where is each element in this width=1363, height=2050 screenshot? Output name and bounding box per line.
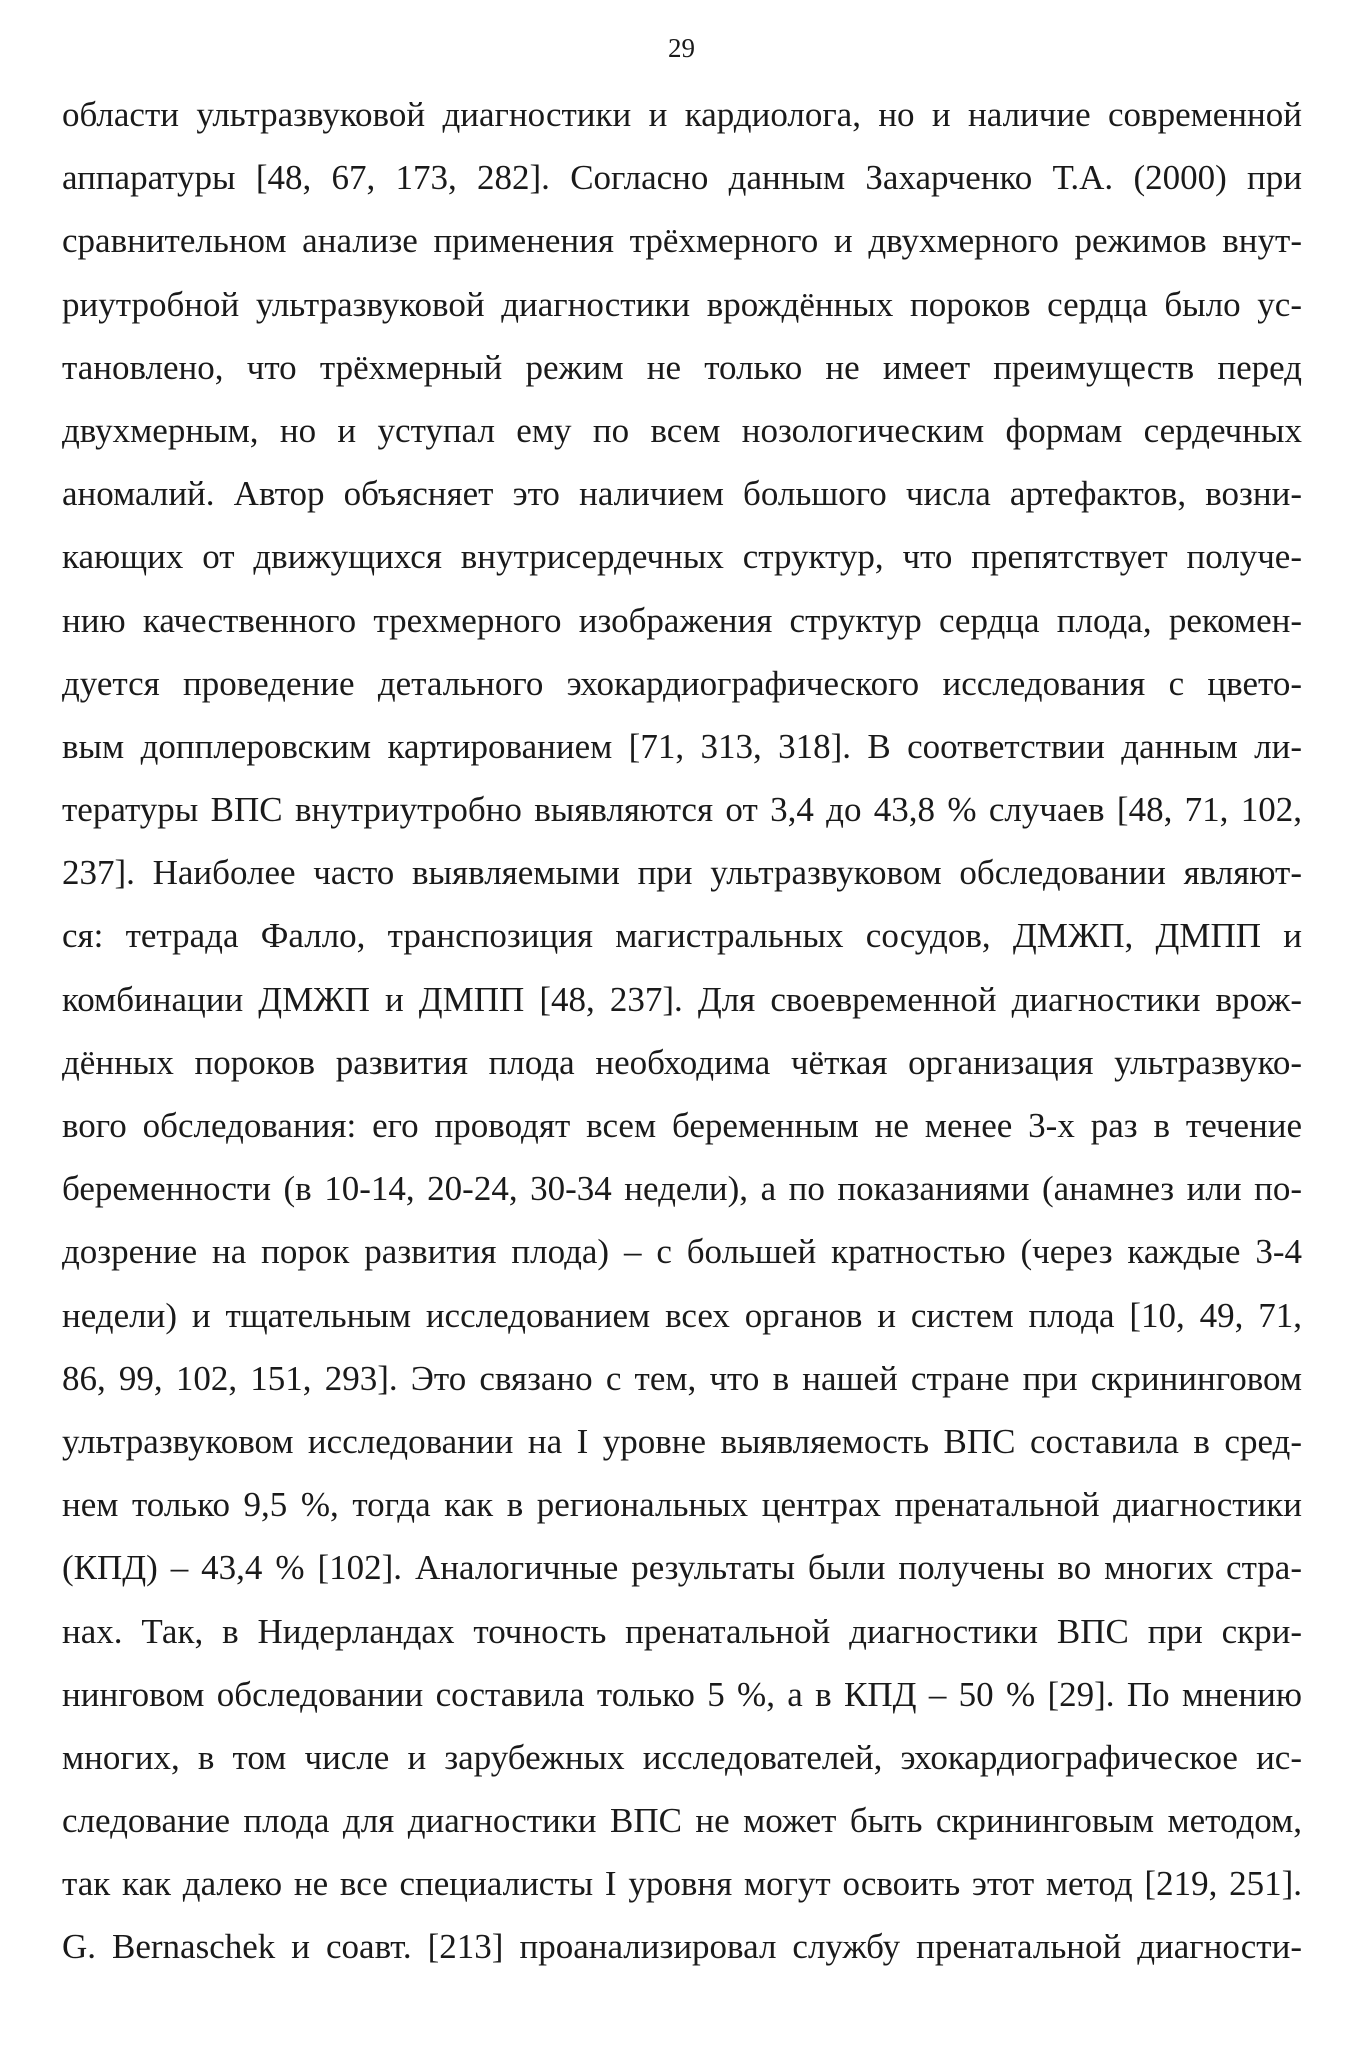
text-line: нию качественного трехмерного изображения структур сердца плода, рекомен-: [62, 600, 1302, 640]
body-text: [62, 83, 1302, 1979]
text-line: риутробной ультразвуковой диагностики врождённых пороков сердца было ус-: [62, 284, 1302, 324]
text-line: нем только 9,5 %, тогда как в региональных центрах пренатальной диагностики: [62, 1485, 1302, 1525]
text-line: G. Bernaschek и соавт. [213] проанализировал службу пренатальной диагности-: [62, 1927, 1302, 1967]
text-line: так как далеко не все специалисты I уровня могут освоить этот метод [219, 251].: [62, 1864, 1302, 1904]
text-line: аномалий. Автор объясняет это наличием большого числа артефактов, возни-: [62, 474, 1302, 514]
text-line: дозрение на порок развития плода) – с большей кратностью (через каждые 3-4: [62, 1232, 1302, 1272]
text-line: аппаратуры [48, 67, 173, 282]. Согласно данным Захарченко Т.А. (2000) при: [62, 158, 1302, 198]
text-line: нинговом обследовании составила только 5 %, а в КПД – 50 % [29]. По мнению: [62, 1674, 1302, 1714]
text-line: комбинации ДМЖП и ДМПП [48, 237]. Для своевременной диагностики врож-: [62, 979, 1302, 1019]
text-line: недели) и тщательным исследованием всех органов и систем плода [10, 49, 71,: [62, 1295, 1302, 1335]
page-number: 29: [668, 33, 695, 63]
text-line: 86, 99, 102, 151, 293]. Это связано с тем, что в нашей стране при скрининговом: [62, 1358, 1302, 1398]
text-line: ся: тетрада Фалло, транспозиция магистральных сосудов, ДМЖП, ДМПП и: [62, 916, 1302, 956]
text-line: вым допплеровским картированием [71, 313, 318]. В соответствии данным ли-: [62, 726, 1302, 766]
text-line: тановлено, что трёхмерный режим не только не имеет преимуществ перед: [62, 347, 1302, 387]
text-line: дуется проведение детального эхокардиографического исследования с цвето-: [62, 663, 1302, 703]
text-line: беременности (в 10-14, 20-24, 30-34 недели), а по показаниями (анамнез или по-: [62, 1169, 1302, 1209]
text-line: 237]. Наиболее часто выявляемыми при ультразвуковом обследовании являют-: [62, 853, 1302, 893]
text-line: области ультразвуковой диагностики и кардиолога, но и наличие современной: [62, 95, 1302, 134]
text-line: многих, в том числе и зарубежных исследователей, эхокардиографическое ис-: [62, 1737, 1302, 1777]
text-line: кающих от движущихся внутрисердечных структур, что препятствует получе-: [62, 537, 1302, 577]
text-line: тературы ВПС внутриутробно выявляются от 3,4 до 43,8 % случаев [48, 71, 102,: [62, 790, 1302, 830]
text-line: дённых пороков развития плода необходима чёткая организация ультразвуко-: [62, 1042, 1302, 1082]
text-line: вого обследования: его проводят всем беременным не менее 3-х раз в течение: [62, 1106, 1302, 1145]
text-line: (КПД) – 43,4 % [102]. Аналогичные результаты были получены во многих стра-: [62, 1548, 1302, 1588]
text-line: сравнительном анализе применения трёхмерного и двухмерного режимов внут-: [62, 221, 1302, 261]
text-line: двухмерным, но и уступал ему по всем нозологическим формам сердечных: [62, 410, 1302, 450]
text-line: ультразвуковом исследовании на I уровне выявляемость ВПС составила в сред-: [62, 1421, 1302, 1461]
text-line: следование плода для диагностики ВПС не может быть скрининговым методом,: [62, 1801, 1302, 1841]
text-line: нах. Так, в Нидерландах точность пренатальной диагностики ВПС при скри-: [62, 1611, 1302, 1651]
